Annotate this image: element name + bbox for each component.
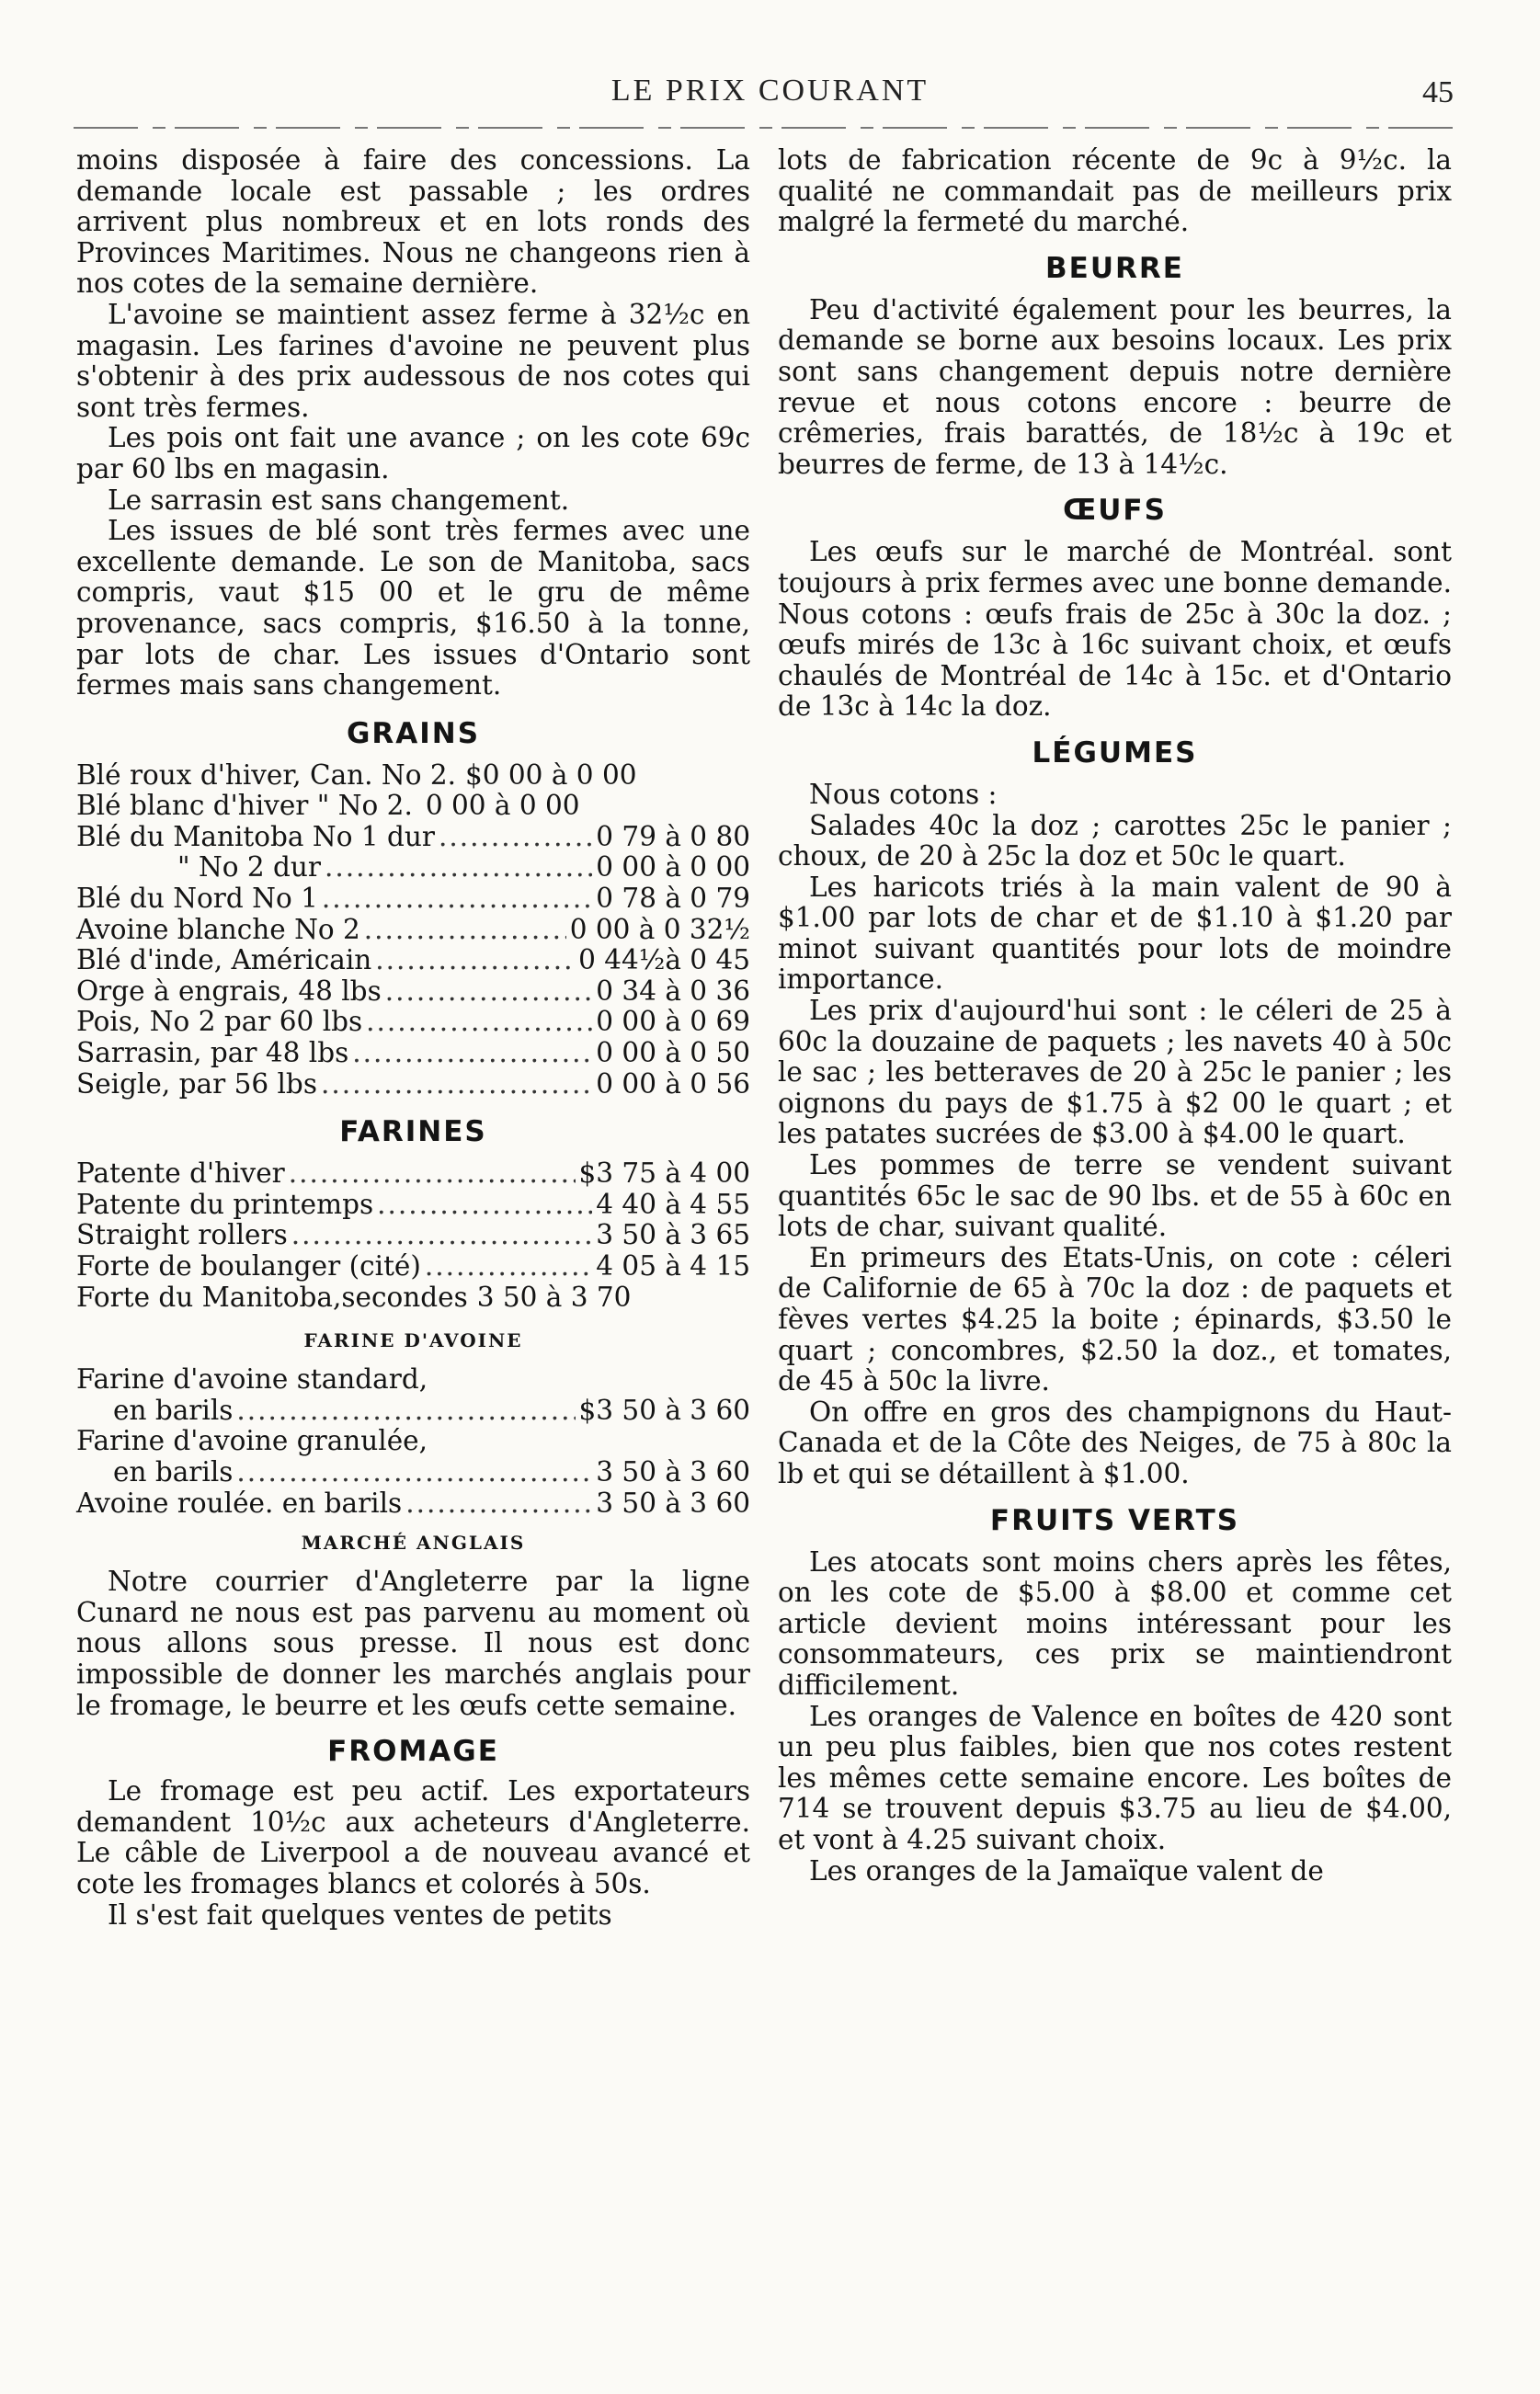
farine-avoine-list (76, 1364, 750, 1519)
farines-heading: FARINES (339, 1115, 487, 1149)
product-name: Patente du printemps (76, 1188, 374, 1220)
running-title: LE PRIX COURANT (610, 74, 930, 108)
fromage-paragraph: Il s'est fait quelques ventes de petits (108, 1898, 612, 1931)
page-number: 45 (1422, 75, 1454, 109)
grains-price-list (76, 760, 750, 1100)
marche-anglais-heading: MARCHÉ ANGLAIS (301, 1532, 526, 1555)
price-row (76, 915, 750, 946)
left-column (76, 145, 750, 1931)
price-row (76, 1007, 750, 1038)
product-name: Forte du Manitoba,secondes (76, 1281, 468, 1313)
beurre-heading: BEURRE (1045, 251, 1184, 285)
product-name: Blé blanc d'hiver " No 2. (76, 790, 413, 822)
farines-price-list (76, 1158, 750, 1313)
price-row (76, 760, 750, 792)
left-paragraph: moins disposée à faire des concessions. La demande locale est passable ; les ordres arrivent plus nombreux et en lots ronds des Provinces Maritimes. Nous ne changeons rien à nos cotes de la semaine dernière. (76, 144, 750, 300)
product-name: Farine d'avoine standard, (76, 1363, 428, 1396)
legumes-paragraph: En primeurs des Etats-Unis, on cote : céleri de Californie de 65 à 70c la doz : de paquets et fèves vertes $4.25 la boite ; épinards, $3.50 le quart ; concombres, $2.50 la doz., et tomates, de 45 à 50c la livre. (778, 1241, 1452, 1397)
product-name: " No 2 dur (177, 851, 322, 884)
price-row (76, 1190, 750, 1221)
product-price: 0 00 à 0 00 (425, 790, 580, 822)
product-price: 3 50 à 3 60 (596, 1487, 750, 1519)
product-price: 0 79 à 0 80 (596, 820, 750, 852)
fromage-heading: FROMAGE (327, 1735, 499, 1769)
product-price: 0 00 à 0 69 (596, 1006, 750, 1038)
price-row (76, 1069, 750, 1100)
product-name: Avoine blanche No 2 (76, 913, 360, 945)
product-price: $3 50 à 3 60 (578, 1394, 750, 1426)
fruits-verts-paragraph: Les atocats sont moins chers après les fêtes, on les cote de $5.00 à $8.00 et comme cet article devient moins intéressant pour les consommateurs, ces prix se maintiendront difficilement. (778, 1545, 1452, 1701)
right-paragraph: lots de fabrication récente de 9c à 9½c. la qualité ne commandait pas de meilleurs prix malgré la fermeté du marché. (778, 144, 1452, 238)
product-price: 3 50 à 3 70 (476, 1281, 632, 1313)
product-name: Farine d'avoine granulée, (76, 1425, 428, 1457)
price-row (76, 1282, 750, 1314)
product-name: Seigle, par 56 lbs (76, 1067, 317, 1100)
farine-avoine-heading: FARINE D'AVOINE (303, 1329, 523, 1352)
left-paragraph: Les pois ont fait une avance ; on les cote 69c par 60 lbs en magasin. (76, 422, 750, 484)
price-row (76, 884, 750, 915)
left-paragraph: Les issues de blé sont très fermes avec une excellente demande. Le son de Manitoba, sacs compris, vaut $15 00 et le gru de même provenance, sacs compris, $16.50 à la tonne, par lots de char. Les issues d'Ontario sont fermes mais sans changement. (76, 515, 750, 701)
product-price: 4 40 à 4 55 (596, 1188, 750, 1220)
fromage-paragraph: Le fromage est peu actif. Les exportateurs demandent 10½c aux acheteurs d'Angleterre. Le câble de Liverpool a de nouveau avancé et cote les fromages blancs et colorés à 50s. (76, 1775, 750, 1899)
legumes-paragraph: Nous cotons : (809, 778, 998, 810)
left-paragraph: L'avoine se maintient assez ferme à 32½c en magasin. Les farines d'avoine ne peuvent plus s'obtenir à des prix audessous de nos cotes qui sont très fermes. (76, 298, 750, 423)
product-name: Pois, No 2 par 60 lbs (76, 1006, 363, 1038)
fruits-verts-paragraph: Les oranges de Valence en boîtes de 420 sont un peu plus faibles, bien que nos cotes restent les mêmes cette semaine encore. Les boîtes de 714 se trouvent depuis $3.75 au lieu de $4.00, et vont à 4.25 suivant choix. (778, 1700, 1452, 1855)
oeufs-text: Les œufs sur le marché de Montréal. sont toujours à prix fermes avec une bonne demande. Nous cotons : œufs frais de 25c à 30c la doz. ; œufs mirés de 13c à 16c suivant choix, et œufs chaulés de Montréal de 14c à 15c. et d'Ontario de 13c à 14c la doz. (778, 536, 1452, 723)
product-name: Sarrasin, par 48 lbs (76, 1037, 349, 1069)
price-row (76, 945, 750, 976)
product-price: 0 00 à 0 50 (596, 1037, 750, 1069)
grains-heading: GRAINS (346, 716, 481, 750)
legumes-paragraph: Les haricots triés à la main valent de 90 à $1.00 par lots de char et de $1.10 à $1.20 par minot suivant quantités pour lots de moindre importance. (778, 871, 1452, 996)
fruits-verts-paragraph: Les oranges de la Jamaïque valent de (809, 1854, 1324, 1887)
marche-anglais-text: Notre courrier d'Angleterre par la ligne Cunard ne nous est pas parvenu au moment où nous allons sous presse. Il nous est donc impossible de donner les marchés anglais pour le fromage, le beurre et les œufs cette semaine. (76, 1566, 750, 1721)
legumes-paragraph: Les prix d'aujourd'hui sont : le céleri de 25 à 60c la douzaine de paquets ; les navets 40 à 50c le sac ; les betteraves de 20 à 25c le panier ; les oignons du pays de $1.75 à $2 00 le quart ; et les patates sucrées de $3.00 à $4.00 le quart. (778, 995, 1452, 1150)
product-price: 0 34 à 0 36 (596, 975, 750, 1007)
header-rule (74, 127, 1453, 129)
product-name: Patente d'hiver (76, 1157, 285, 1190)
page-header (0, 64, 1540, 120)
product-name: Blé du Manitoba No 1 dur (76, 820, 435, 852)
legumes-paragraph: Salades 40c la doz ; carottes 25c le panier ; choux, de 20 à 25c la doz et 50c le quart. (778, 809, 1452, 872)
product-name: Blé du Nord No 1 (76, 883, 318, 915)
price-row (76, 1251, 750, 1282)
product-price: 3 50 à 3 65 (596, 1219, 750, 1251)
product-price: 0 00 à 0 32½ (569, 913, 750, 945)
price-row (76, 1158, 750, 1190)
product-price: $0 00 à 0 00 (465, 758, 637, 791)
price-row (76, 791, 750, 822)
product-price: $3 75 à 4 00 (578, 1157, 750, 1190)
product-name: Blé roux d'hiver, Can. No 2. (76, 758, 456, 791)
product-price: 4 05 à 4 15 (596, 1250, 750, 1282)
beurre-text: Peu d'activité également pour les beurres, la demande se borne aux besoins locaux. Les prix sont sans changement depuis notre dernière revue et nous cotons encore : beurre de crêmeries, frais barattés, de 18½c à 19c et beurres de ferme, de 13 à 14½c. (778, 293, 1452, 480)
price-row (76, 1457, 750, 1488)
product-price: 0 44½à 0 45 (578, 944, 750, 976)
product-name: Straight rollers (76, 1219, 288, 1251)
price-row (76, 1220, 750, 1251)
product-price: 0 00 à 0 00 (596, 851, 750, 884)
product-name: Orge à engrais, 48 lbs (76, 975, 382, 1007)
legumes-heading: LÉGUMES (1032, 735, 1198, 770)
product-price: 0 00 à 0 56 (596, 1067, 750, 1100)
right-column (778, 145, 1452, 1887)
price-row (76, 1488, 750, 1520)
left-paragraph: Le sarrasin est sans changement. (108, 484, 570, 516)
price-row (76, 976, 750, 1008)
price-row (76, 852, 750, 884)
price-row (76, 1396, 750, 1427)
product-name: en barils (113, 1394, 234, 1426)
fruits-verts-heading: FRUITS VERTS (989, 1503, 1240, 1537)
legumes-paragraph: Les pommes de terre se vendent suivant quantités 65c le sac de 90 lbs. et de 55 à 60c en lots de char, suivant qualité. (778, 1149, 1452, 1243)
product-name: Forte de boulanger (cité) (76, 1250, 421, 1282)
oeufs-heading: ŒUFS (1063, 494, 1167, 528)
legumes-paragraph: On offre en gros des champignons du Haut-Canada et de la Côte des Neiges, de 75 à 80c la lb et qui se détaillent à $1.00. (778, 1396, 1452, 1489)
product-name: Avoine roulée. en barils (76, 1487, 403, 1519)
price-row (76, 1038, 750, 1069)
product-name: Blé d'inde, Américain (76, 944, 372, 976)
price-row (76, 822, 750, 853)
product-name: en barils (113, 1455, 234, 1488)
product-price: 3 50 à 3 60 (596, 1455, 750, 1488)
product-price: 0 78 à 0 79 (596, 883, 750, 915)
